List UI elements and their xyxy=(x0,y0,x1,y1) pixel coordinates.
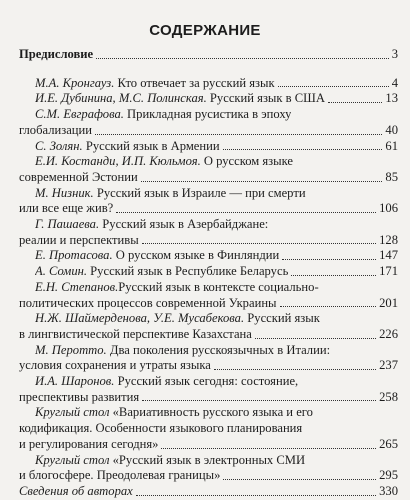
toc-entry-title: Русский язык в контексте социально- xyxy=(118,279,319,294)
leader-dots xyxy=(142,243,376,244)
toc-entry[interactable] xyxy=(19,405,398,421)
leader-dots xyxy=(142,400,376,401)
toc-entry-continuation[interactable] xyxy=(19,296,398,312)
toc-entry-continuation[interactable] xyxy=(19,390,398,406)
leader-dots xyxy=(214,369,376,370)
toc-page-number: 330 xyxy=(379,483,398,498)
toc-entry[interactable] xyxy=(19,311,398,327)
toc-entry[interactable] xyxy=(19,139,398,155)
toc-entry-title: Прикладная русистика в эпоху xyxy=(123,107,292,122)
toc-entry-title: Кто отвечает за русский язык xyxy=(114,75,275,90)
toc-page-number: 201 xyxy=(379,295,398,310)
toc-author: Е.Н. Степанов. xyxy=(35,279,119,294)
toc-entry-title: «Русский язык в электронных СМИ xyxy=(109,452,306,467)
page-title: СОДЕРЖАНИЕ xyxy=(149,22,261,39)
toc-entry-title-cont: современной Эстонии xyxy=(19,169,138,184)
toc-entry[interactable] xyxy=(19,248,398,264)
toc-entry[interactable] xyxy=(19,453,398,469)
toc-entry-continuation[interactable] xyxy=(19,233,398,249)
toc-page-number: 295 xyxy=(379,468,398,483)
leader-dots xyxy=(255,338,376,339)
toc-entry-title: Предисловие xyxy=(19,47,94,61)
toc-author: Е. Протасова. xyxy=(35,248,113,263)
toc-author: Н.Ж. Шаймерденова, У.Е. Мусабекова. xyxy=(35,311,245,326)
leader-dots xyxy=(328,102,382,103)
toc-entry-continuation[interactable] xyxy=(19,123,398,139)
toc-author: Г. Пашаева. xyxy=(35,217,100,232)
toc-entry-title-cont: или все еще жив? xyxy=(19,201,114,216)
toc-page-number: 237 xyxy=(379,358,398,373)
toc-page-number: 4 xyxy=(391,75,398,90)
leader-dots xyxy=(136,495,376,496)
toc-entry-title: Русский язык в Армении xyxy=(82,138,220,153)
toc-author: И.А. Шаронов. xyxy=(35,374,115,389)
leader-dots xyxy=(116,212,376,213)
toc-entry-title: О русском языке xyxy=(200,154,293,169)
toc-entry-title: Русский язык в Азербайджане: xyxy=(99,217,269,232)
toc-entry-continuation[interactable] xyxy=(19,201,398,217)
leader-dots xyxy=(278,86,389,87)
toc-entry-continuation[interactable] xyxy=(19,437,398,453)
leader-dots xyxy=(282,259,376,260)
toc-entry[interactable] xyxy=(19,217,398,233)
toc-page-number: 61 xyxy=(385,138,398,153)
toc-entry-title: Русский язык xyxy=(244,311,320,326)
toc-entry-title-cont: преспективы развития xyxy=(19,389,140,404)
leader-dots xyxy=(280,306,377,307)
toc-page-number: 106 xyxy=(379,201,398,216)
leader-dots xyxy=(223,149,383,150)
toc-entry-title: Русский язык в Израиле — при смерти xyxy=(93,185,306,200)
toc-page-number: 226 xyxy=(379,326,398,341)
toc-entry-title-cont: и блогосфере. Преодолевая границы» xyxy=(19,468,221,483)
leader-dots xyxy=(96,58,389,59)
toc-page-number: 265 xyxy=(379,436,398,451)
toc-entry-title: О русском языке в Финляндии xyxy=(112,248,280,263)
toc-entry[interactable] xyxy=(19,264,398,280)
toc-author: Круглый стол xyxy=(35,452,110,467)
toc-entry-title: Русский язык сегодня: состояние, xyxy=(114,374,299,389)
toc-author: М. Перотто. xyxy=(35,342,107,357)
toc-entry-continuation[interactable] xyxy=(19,358,398,374)
toc-entry-continuation[interactable] xyxy=(19,327,398,343)
toc-entry[interactable] xyxy=(19,76,398,92)
toc-page-number: 128 xyxy=(379,232,398,247)
toc-entry[interactable] xyxy=(19,280,398,296)
toc-entry-preface[interactable] xyxy=(19,47,398,63)
toc-author: А. Сомин. xyxy=(35,264,88,279)
toc-entry[interactable] xyxy=(19,343,398,359)
toc-entry[interactable] xyxy=(19,107,398,123)
toc-entry[interactable] xyxy=(19,186,398,202)
toc-author: М.А. Кронгауз. xyxy=(35,75,115,90)
toc-author: Е.И. Костанди, И.П. Кюльмоя. xyxy=(35,154,201,169)
toc-page-number: 13 xyxy=(385,91,398,106)
toc-page-number: 40 xyxy=(385,122,398,137)
leader-dots xyxy=(161,448,376,449)
toc-entry[interactable] xyxy=(19,374,398,390)
leader-dots xyxy=(223,479,376,480)
toc-entry-title: Русский язык в США xyxy=(206,91,325,106)
toc-author: С. Золян. xyxy=(35,138,83,153)
toc-entry-title-cont: кодификация. Особенности языкового планирования xyxy=(19,421,303,436)
toc-page-number: 171 xyxy=(379,264,398,279)
toc-entry-title-cont: глобализации xyxy=(19,122,93,137)
leader-dots xyxy=(141,181,383,182)
toc-entry[interactable] xyxy=(19,154,398,170)
toc-page-number: 85 xyxy=(385,169,398,184)
table-of-contents xyxy=(19,47,398,500)
toc-page-number: 258 xyxy=(379,389,398,404)
toc-entry-title: «Вариативность русского языка и его xyxy=(109,405,313,420)
toc-entry-title: Сведения об авторах xyxy=(19,483,133,498)
toc-entry-title: Русский язык в Республике Беларусь xyxy=(87,264,289,279)
toc-entry-title-cont: в лингвистической перспективе Казахстана xyxy=(19,326,252,341)
toc-entry-title-cont: политических процессов современной Украины xyxy=(19,295,277,310)
toc-author: Круглый стол xyxy=(35,405,110,420)
toc-author: М. Низник. xyxy=(35,185,94,200)
toc-page-number: 147 xyxy=(379,248,398,263)
toc-entry-continuation[interactable] xyxy=(19,421,398,437)
toc-page-number: 3 xyxy=(391,47,398,61)
toc-author: С.М. Евграфова. xyxy=(35,107,124,122)
toc-entry-title-cont: условия сохранения и утраты языка xyxy=(19,358,211,373)
leader-dots xyxy=(95,134,382,135)
toc-entry-title: Два поколения русскоязычных в Италии: xyxy=(106,342,331,357)
toc-entry-title-cont: и регулирования сегодня» xyxy=(19,436,159,451)
toc-entry-authors-info[interactable] xyxy=(19,484,398,500)
toc-entry[interactable] xyxy=(19,91,398,107)
leader-dots xyxy=(291,275,376,276)
toc-entry-continuation[interactable] xyxy=(19,170,398,186)
toc-entry-title-cont: реалии и перспективы xyxy=(19,232,139,247)
toc-entry-continuation[interactable] xyxy=(19,468,398,484)
toc-author: И.Е. Дубинина, М.С. Полинская. xyxy=(35,91,207,106)
